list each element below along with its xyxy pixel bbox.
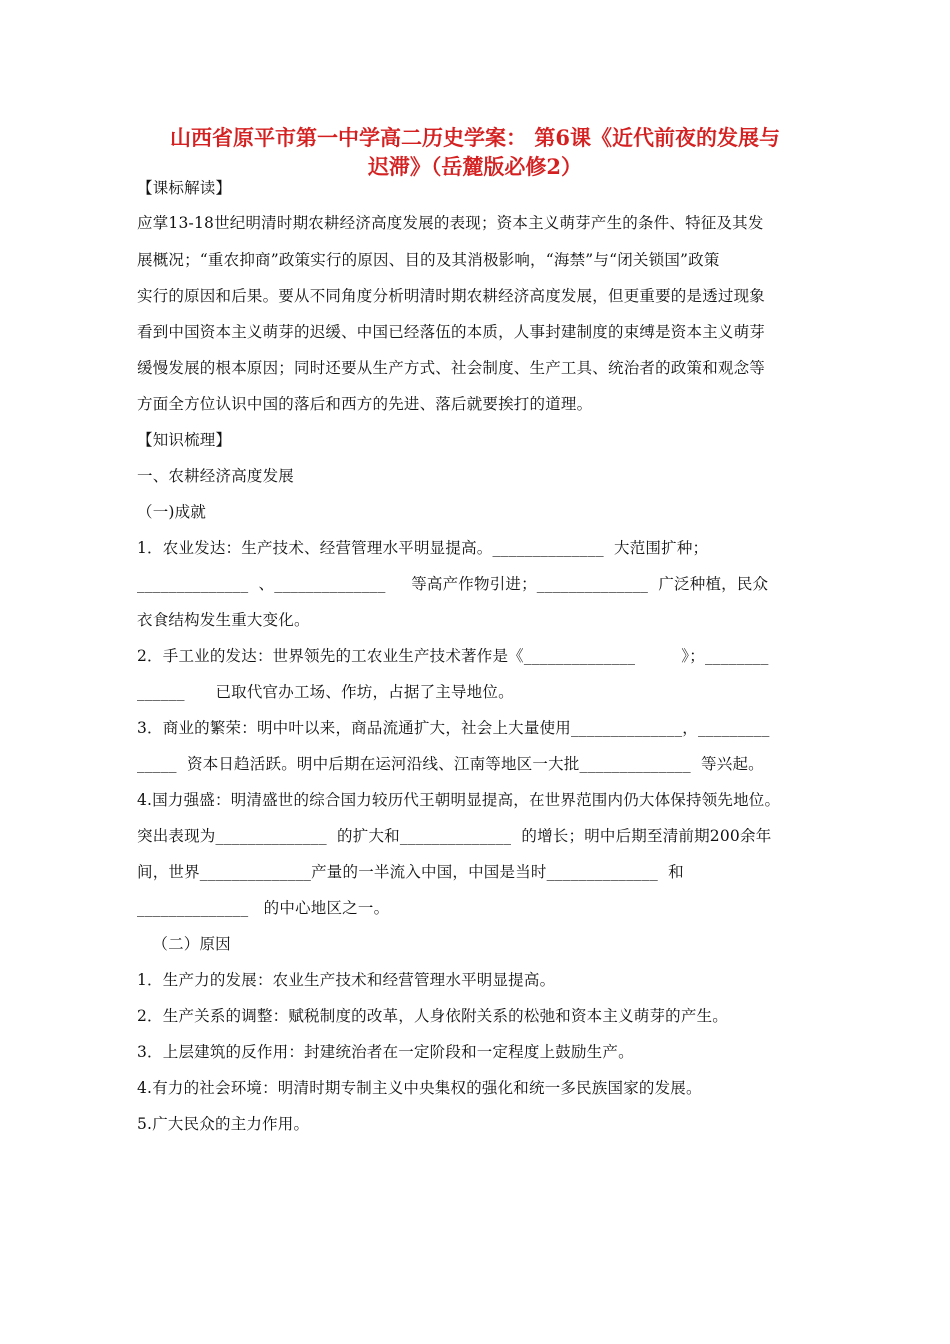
document-title-line1: 山西省原平市第一中学高二历史学案： 第6课《近代前夜的发展与 <box>170 125 780 150</box>
item2-line: 2．手工业的发达：世界领先的工农业生产技术著作是《______________ 》；________ <box>137 647 769 665</box>
part1-heading: 一、农耕经济高度发展 <box>137 467 295 485</box>
item1-line: ______________ 、______________ 等高产作物引进；______________ 广泛种植，民众 <box>137 575 769 593</box>
item4-line: 4.国力强盛：明清盛世的综合国力较历代王朝明显提高，在世界范围内仍大体保持领先地位。 <box>137 791 781 809</box>
kebiao-line: 展概况；“重农抑商”政策实行的原因、目的及其消极影响，“海禁”与“闭关锁国”政策 <box>137 251 720 269</box>
reason-item: 4.有力的社会环境：明清时期专制主义中央集权的强化和统一多民族国家的发展。 <box>137 1079 702 1097</box>
reason-item: 1．生产力的发展：农业生产技术和经营管理水平明显提高。 <box>137 971 556 989</box>
document-title-line2: 迟滞》（岳麓版必修2） <box>367 154 583 179</box>
sub1-heading: （一)成就 <box>137 503 207 521</box>
kebiao-line: 缓慢发展的根本原因；同时还要从生产方式、社会制度、生产工具、统治者的政策和观念等 <box>137 359 766 377</box>
kebiao-line: 应掌13-18世纪明清时期农耕经济高度发展的表现；资本主义萌芽产生的条件、特征及其发 <box>137 214 764 232</box>
item4-line: ______________ 的中心地区之一。 <box>137 899 390 917</box>
item1-line: 衣食结构发生重大变化。 <box>137 611 310 629</box>
item3-line: 3．商业的繁荣：明中叶以来，商品流通扩大，社会上大量使用______________，_________ <box>137 719 770 737</box>
item2-line: ______ 已取代官办工场、作坊，占据了主导地位。 <box>137 683 514 701</box>
sub2-heading: （二）原因 <box>137 935 231 953</box>
item3-line: _____ 资本日趋活跃。明中后期在运河沿线、江南等地区一大批______________ 等兴起。 <box>137 755 764 773</box>
kebiao-line: 实行的原因和后果。要从不同角度分析明清时期农耕经济高度发展，但更重要的是透过现象 <box>137 287 766 305</box>
item4-line: 间，世界______________产量的一半流入中国，中国是当时______________ 和 <box>137 863 684 881</box>
kebiao-heading: 【课标解读】 <box>137 179 232 197</box>
reason-item: 2．生产关系的调整：赋税制度的改革，人身依附关系的松弛和资本主义萌芽的产生。 <box>137 1007 728 1025</box>
kebiao-line: 方面全方位认识中国的落后和西方的先进、落后就要挨打的道理。 <box>137 395 593 413</box>
item1-line: 1．农业发达：生产技术、经营管理水平明显提高。______________ 大范围扩种； <box>137 539 709 557</box>
kebiao-line: 看到中国资本主义萌芽的迟缓、中国已经落伍的本质，人事封建制度的束缚是资本主义萌芽 <box>137 323 766 341</box>
zhishi-heading: 【知识梳理】 <box>137 431 232 449</box>
reason-item: 5.广大民众的主力作用。 <box>137 1115 310 1133</box>
item4-line: 突出表现为______________ 的扩大和______________ 的增长；明中后期至清前期200余年 <box>137 827 772 845</box>
reason-item: 3．上层建筑的反作用：封建统治者在一定阶段和一定程度上鼓励生产。 <box>137 1043 634 1061</box>
